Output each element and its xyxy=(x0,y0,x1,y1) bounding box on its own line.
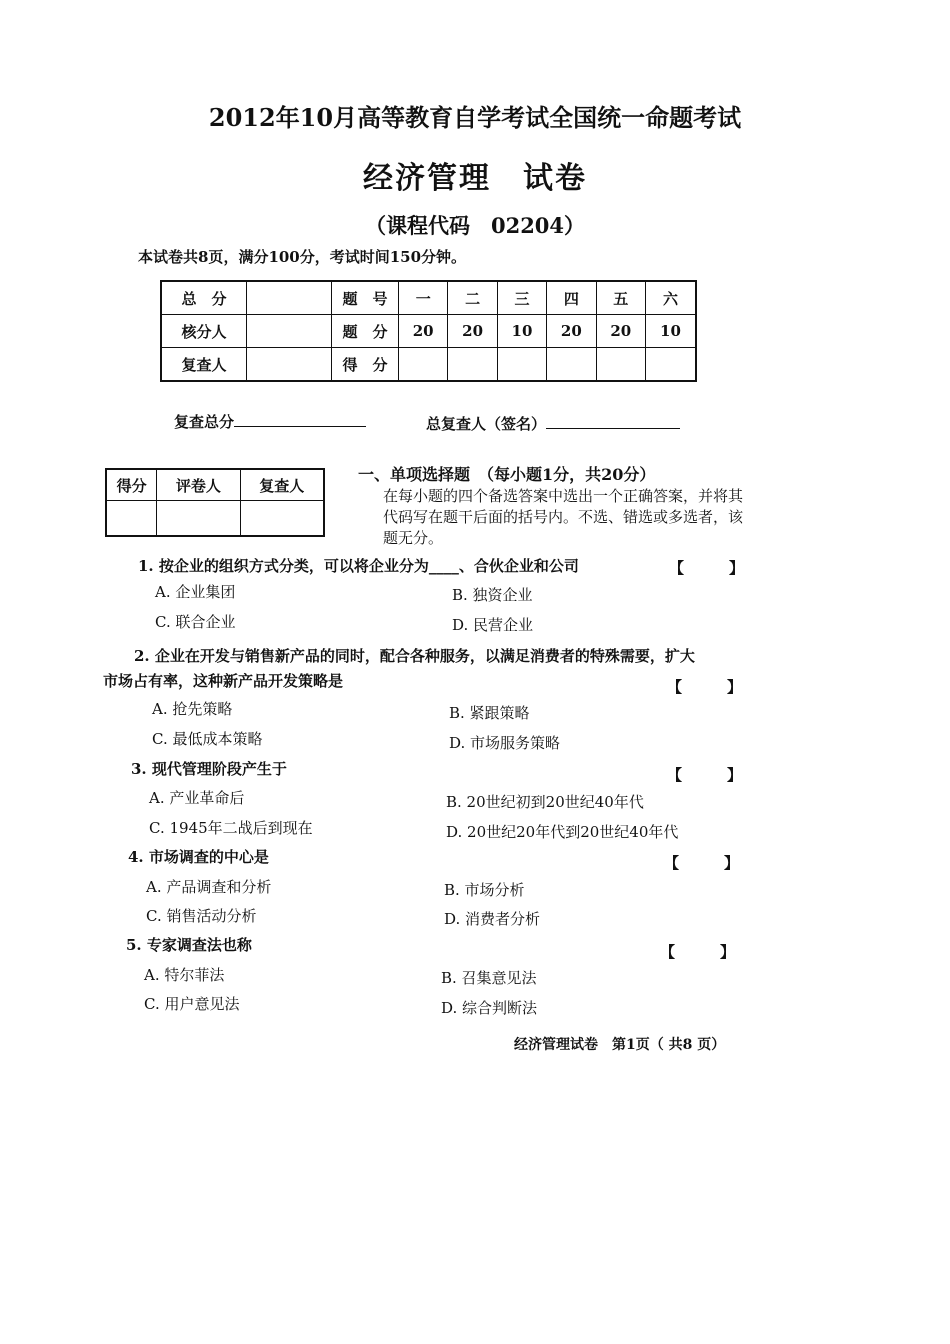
score-cell: 题 号 xyxy=(332,281,399,315)
recheck-person-field xyxy=(426,412,680,434)
option-c: C. 用户意见法 xyxy=(144,995,240,1013)
option-a: A. 抢先策略 xyxy=(152,700,233,718)
score-cell-input[interactable] xyxy=(399,348,448,382)
score-cell-input[interactable] xyxy=(247,315,332,348)
grader-cell-grader[interactable] xyxy=(157,501,240,537)
question-stem: 2. 企业在开发与销售新产品的同时，配合各种服务，以满足消费者的特殊需要，扩大 xyxy=(134,647,695,665)
section-instructions: 在每小题的四个备选答案中选出一个正确答案，并将其代码写在题干后面的括号内。不选、错选或多选者，该题无分。 xyxy=(383,487,744,547)
score-cell: 总 分 xyxy=(161,281,247,315)
option-d: D. 民营企业 xyxy=(452,616,534,634)
question-stem: 4. 市场调查的中心是 xyxy=(128,848,269,866)
answer-bracket[interactable]: 【 】 xyxy=(667,766,743,784)
option-a: A. 产业革命后 xyxy=(149,789,245,807)
question-stem: 5. 专家调查法也称 xyxy=(126,936,252,954)
score-cell-input[interactable] xyxy=(547,348,596,382)
option-c: C. 最低成本策略 xyxy=(152,730,263,748)
score-cell: 20 xyxy=(547,315,596,348)
course-code: （课程代码 02204） xyxy=(364,213,586,238)
recheck-person-line[interactable] xyxy=(546,412,680,429)
score-cell: 20 xyxy=(399,315,448,348)
option-d: D. 消费者分析 xyxy=(444,910,541,928)
grader-cell-score[interactable] xyxy=(106,501,157,537)
score-cell: 一 xyxy=(399,281,448,315)
score-table-row xyxy=(161,315,696,348)
subject-title: 经济管理 试卷 xyxy=(363,161,587,196)
grader-table-header xyxy=(106,469,324,501)
option-b: B. 紧跟策略 xyxy=(449,704,530,722)
question-stem: 1. 按企业的组织方式分类，可以将企业分为____、合伙企业和公司 xyxy=(138,557,579,575)
score-cell: 六 xyxy=(645,281,696,315)
answer-bracket[interactable]: 【 】 xyxy=(664,854,740,872)
score-cell: 20 xyxy=(596,315,645,348)
grader-cell-checker[interactable] xyxy=(240,501,324,537)
score-cell: 10 xyxy=(497,315,546,348)
option-a: A. 特尔菲法 xyxy=(144,966,225,984)
score-cell: 五 xyxy=(596,281,645,315)
score-cell: 题 分 xyxy=(332,315,399,348)
score-cell-input[interactable] xyxy=(247,281,332,315)
section-title: 一、单项选择题 （每小题1分，共20分） xyxy=(358,465,656,484)
score-cell: 20 xyxy=(448,315,497,348)
grader-table-row xyxy=(106,501,324,537)
grader-header-score: 得分 xyxy=(106,469,157,501)
option-d: D. 20世纪20年代到20世纪40年代 xyxy=(446,823,679,841)
exam-title: 2012年10月高等教育自学考试全国统一命题考试 xyxy=(208,103,742,132)
option-d: D. 市场服务策略 xyxy=(449,734,561,752)
recheck-person-label: 总复查人（签名） xyxy=(426,415,547,433)
answer-bracket[interactable]: 【 】 xyxy=(660,943,736,961)
score-cell: 二 xyxy=(448,281,497,315)
recheck-total-line[interactable] xyxy=(234,410,366,427)
option-b: B. 20世纪初到20世纪40年代 xyxy=(446,793,644,811)
option-b: B. 独资企业 xyxy=(452,586,533,604)
recheck-total-field xyxy=(174,410,366,432)
grader-table xyxy=(105,468,325,537)
score-table xyxy=(160,280,697,382)
answer-bracket[interactable]: 【 】 xyxy=(667,678,743,696)
score-table-row xyxy=(161,348,696,382)
score-cell-input[interactable] xyxy=(645,348,696,382)
page-footer: 经济管理试卷 第1页（ 共8 页） xyxy=(514,1037,726,1053)
option-b: B. 市场分析 xyxy=(444,881,525,899)
option-b: B. 召集意见法 xyxy=(441,969,537,987)
exam-intro: 本试卷共8页，满分100分，考试时间150分钟。 xyxy=(138,248,467,266)
score-cell: 四 xyxy=(547,281,596,315)
question-stem: 3. 现代管理阶段产生于 xyxy=(131,760,287,778)
recheck-total-label: 复查总分 xyxy=(174,413,235,431)
score-cell-input[interactable] xyxy=(247,348,332,382)
score-table-row xyxy=(161,281,696,315)
score-cell: 核分人 xyxy=(161,315,247,348)
score-cell-input[interactable] xyxy=(448,348,497,382)
option-c: C. 销售活动分析 xyxy=(146,907,257,925)
score-cell: 得 分 xyxy=(332,348,399,382)
score-cell: 复查人 xyxy=(161,348,247,382)
option-c: C. 联合企业 xyxy=(155,613,236,631)
score-cell: 10 xyxy=(645,315,696,348)
grader-header-grader: 评卷人 xyxy=(157,469,240,501)
score-cell-input[interactable] xyxy=(596,348,645,382)
option-a: A. 企业集团 xyxy=(155,583,236,601)
score-cell-input[interactable] xyxy=(497,348,546,382)
score-cell: 三 xyxy=(497,281,546,315)
option-a: A. 产品调查和分析 xyxy=(146,878,272,896)
option-d: D. 综合判断法 xyxy=(441,999,538,1017)
option-c: C. 1945年二战后到现在 xyxy=(149,819,313,837)
question-stem-continued: 市场占有率，这种新产品开发策略是 xyxy=(103,672,344,690)
answer-bracket[interactable]: 【 】 xyxy=(669,559,745,577)
grader-header-checker: 复查人 xyxy=(240,469,324,501)
